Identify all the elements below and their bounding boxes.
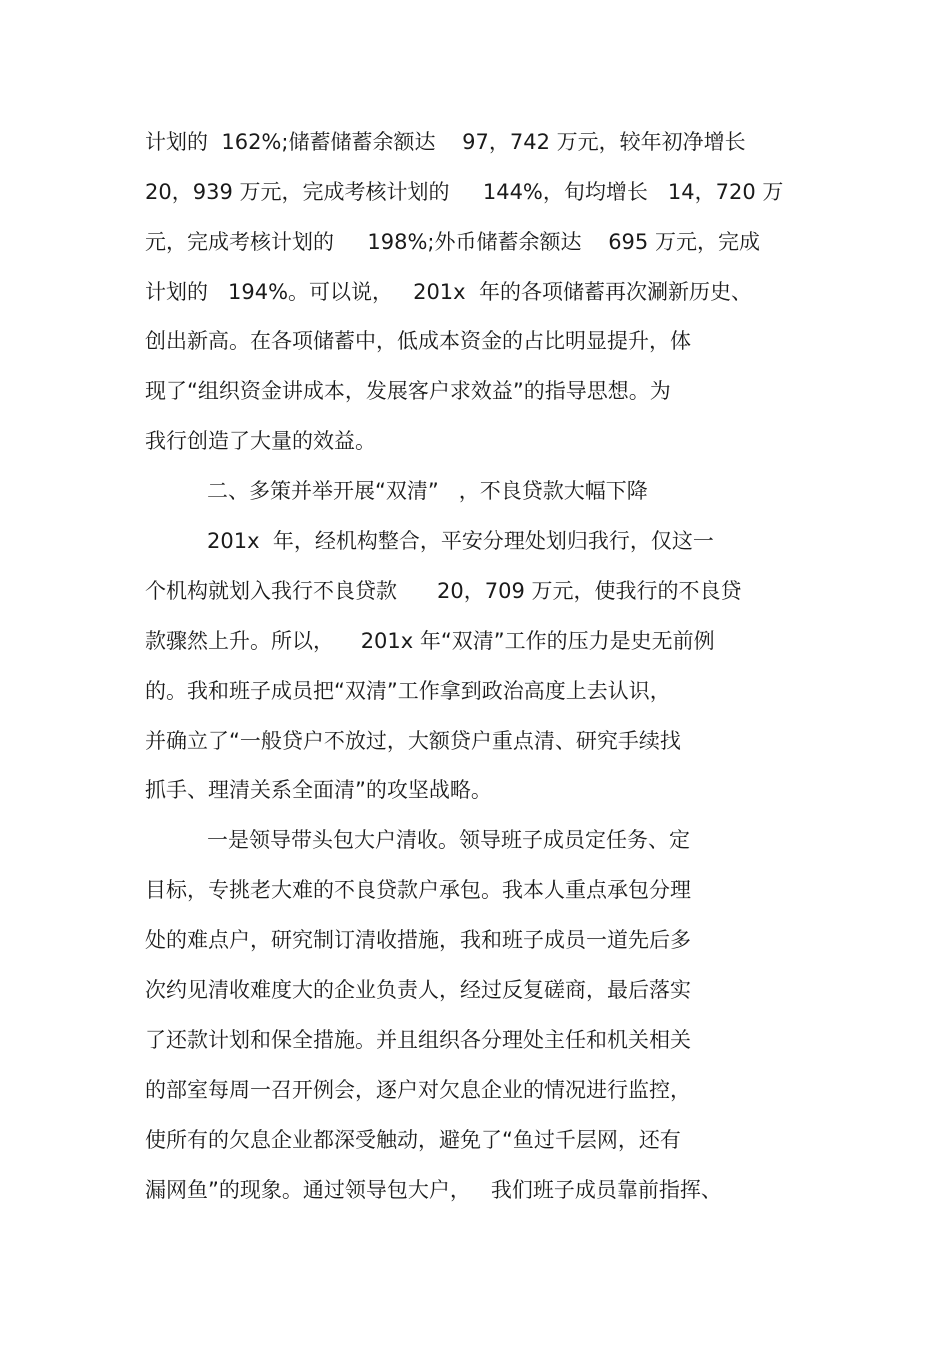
text-line: 的部室每周一召开例会，逐户对欠息企业的情况进行监控， xyxy=(145,1078,691,1102)
text-line: 漏网鱼”的现象。通过领导包大户， 我们班子成员靠前指挥、 xyxy=(145,1178,722,1202)
text-line: 20，939 万元，完成考核计划的 144%，旬均增长 14，720 万 xyxy=(145,180,784,204)
text-line: 并确立了“一般贷户不放过，大额贷户重点清、研究手续找 xyxy=(145,729,681,753)
text-line: 创出新高。在各项储蓄中，低成本资金的占比明显提升，体 xyxy=(145,329,691,353)
text-line: 次约见清收难度大的企业负责人，经过反复磋商，最后落实 xyxy=(145,978,691,1002)
section-heading: 二、多策并举开展“双清” ，不良贷款大幅下降 xyxy=(207,479,648,503)
text-line: 抓手、理清关系全面清”的攻坚战略。 xyxy=(145,778,492,802)
text-line: 处的难点户，研究制订清收措施，我和班子成员一道先后多 xyxy=(145,928,691,952)
text-line: 目标，专挑老大难的不良贷款户承包。我本人重点承包分理 xyxy=(145,878,691,902)
text-line: 使所有的欠息企业都深受触动，避免了“鱼过千层网，还有 xyxy=(145,1128,681,1152)
text-line: 计划的 194%。可以说， 201x 年的各项储蓄再次涮新历史、 xyxy=(145,280,752,304)
text-line: 个机构就划入我行不良贷款 20，709 万元，使我行的不良贷 xyxy=(145,579,742,603)
text-line: 元，完成考核计划的 198%;外币储蓄余额达 695 万元，完成 xyxy=(145,230,760,254)
text-line: 一是领导带头包大户清收。领导班子成员定任务、定 xyxy=(207,828,690,852)
text-line: 我行创造了大量的效益。 xyxy=(145,429,376,453)
text-line: 的。我和班子成员把“双清”工作拿到政治高度上去认识， xyxy=(145,679,671,703)
text-line: 款骤然上升。所以， 201x 年“双清”工作的压力是史无前例 xyxy=(145,629,715,653)
text-line: 计划的 162%;储蓄储蓄余额达 97，742 万元，较年初净增长 xyxy=(145,130,746,154)
text-line: 201x 年，经机构整合，平安分理处划归我行，仅这一 xyxy=(207,529,714,553)
text-line: 现了“组织资金讲成本，发展客户求效益”的指导思想。为 xyxy=(145,379,671,403)
text-line: 了还款计划和保全措施。并且组织各分理处主任和机关相关 xyxy=(145,1028,691,1052)
